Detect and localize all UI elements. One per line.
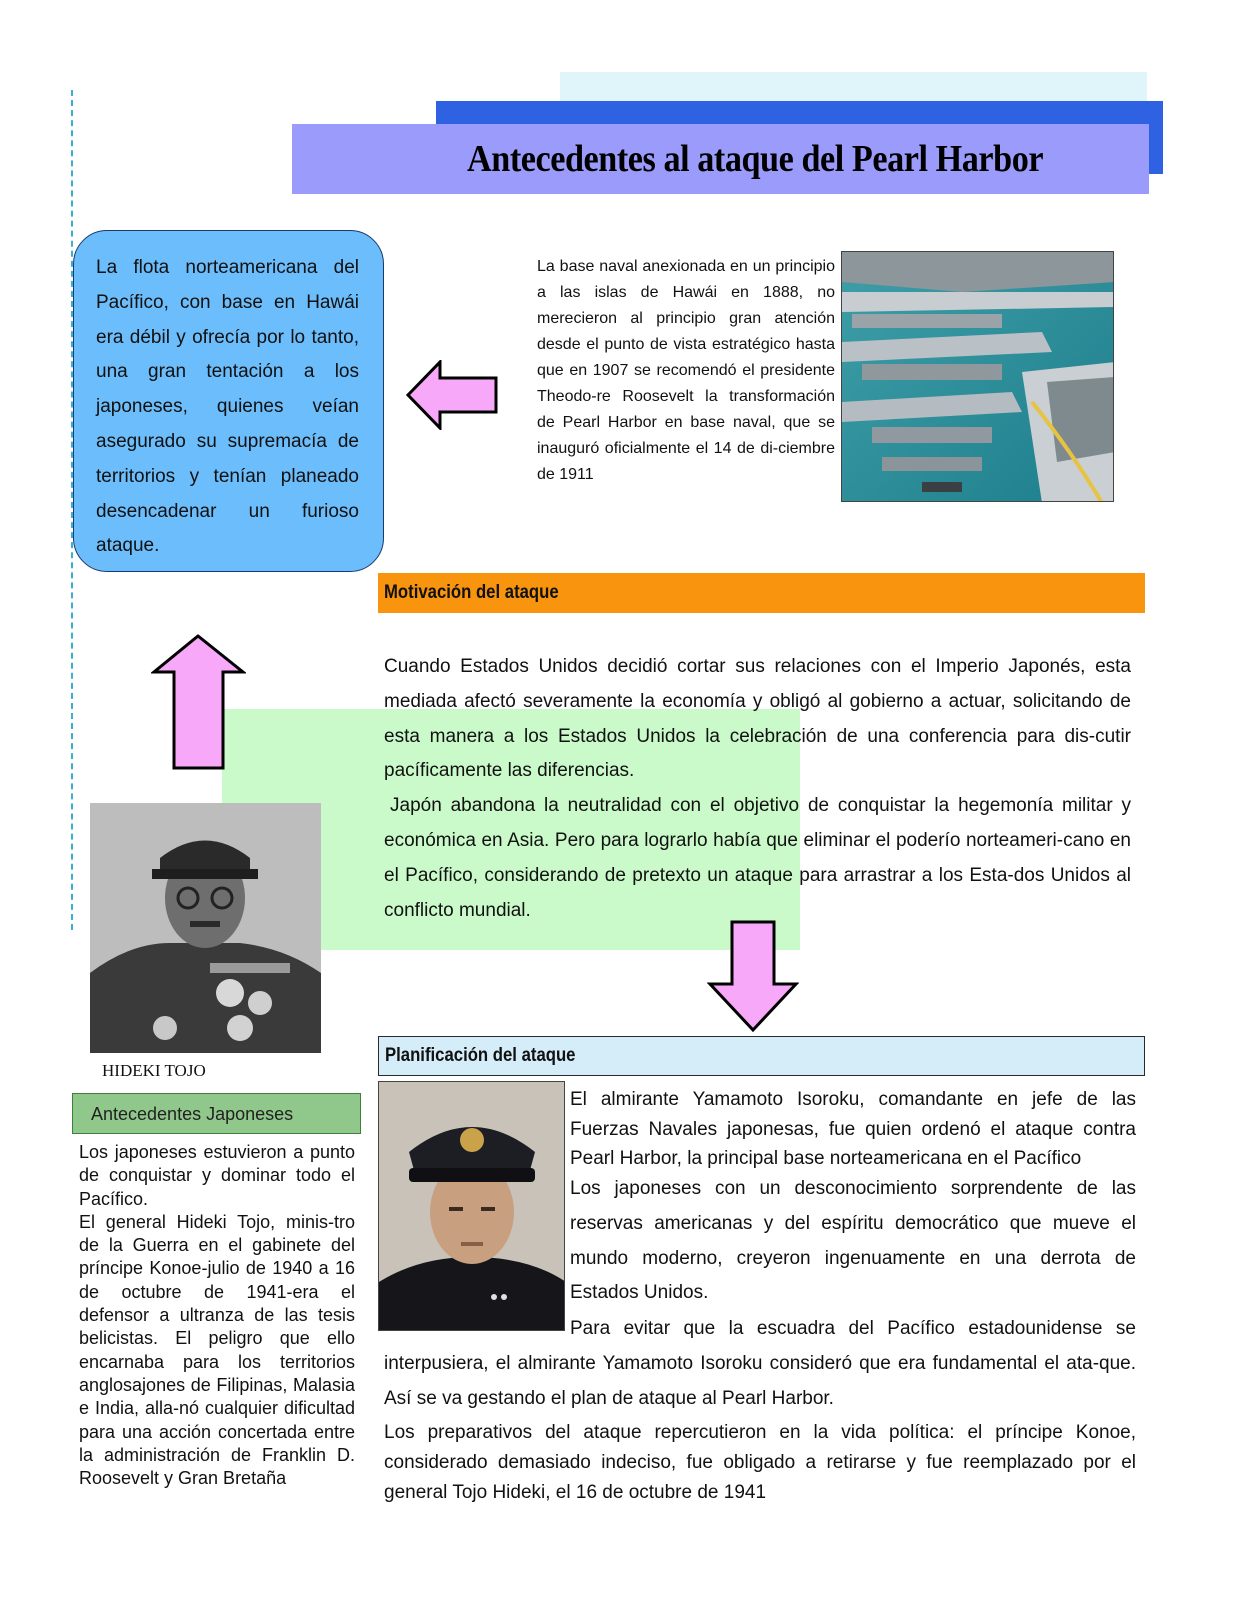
motivation-heading: Motivación del ataque (384, 582, 559, 603)
planning-heading-bar (378, 1036, 1145, 1076)
fleet-info-box (73, 230, 384, 572)
motivation-paragraph-1: Cuando Estados Unidos decidió cortar sus relaciones con el Imperio Japonés, esta mediada afectó severamente la economía y obligó al gobierno a actuar, solicitando de esta manera a los Estados Unidos la celebración de una conferencia para dis-cutir pacíficamente las diferencias. (384, 656, 1131, 782)
arrow-left-icon (406, 360, 498, 430)
planning-paragraph-3: Para evitar que la escuadra del Pacífico estadounidense se interpusiera, el almirante Yamamoto Isoroku consideró que era fundamental el ata-que. Así se va gestando el plan de ataque al Pearl Harbor. (384, 1318, 1136, 1409)
japanese-background-paragraph-2: El general Hideki Tojo, minis-tro de la Guerra en el gabinete del príncipe Konoe-julio de 1940 a 16 de octubre de 1941-era el defensor a ultranza de las tesis belicistas. El peligro que ello encarnaba para los territorios anglosajones de Filipinas, Malasia e India, alla-nó cualquier dificultad para una acción concertada entre la administración de Franklin D. Roosevelt y Gran Bretaña (79, 1211, 355, 1489)
planning-paragraph-1: El almirante Yamamoto Isoroku, comandante en jefe de las Fuerzas Navales japonesas, fue quien ordenó el ataque contra Pearl Harbor, la principal base norteamericana en el Pacífico (570, 1089, 1136, 1169)
japanese-background-paragraph-1: Los japoneses estuvieron a punto de conquistar y dominar todo el Pacífico. (79, 1142, 355, 1209)
page-title: Antecedentes al ataque del Pearl Harbor (467, 138, 1044, 180)
motivation-paragraph-2: Japón abandona la neutralidad con el objetivo de conquistar la hegemonía militar y económica en Asia. Pero para lograrlo había que eliminar el poderío norteameri-cano en el Pacífico, considerando de pretexto un ataque para arrastrar a los Esta-dos Unidos al conflicto mundial. (384, 795, 1131, 921)
motivation-heading-bar (378, 573, 1145, 613)
planning-heading: Planificación del ataque (385, 1045, 576, 1066)
japanese-background-label (72, 1093, 361, 1134)
planning-paragraph-4: Los preparativos del ataque repercutieron en la vida política: el príncipe Konoe, considerado demasiado indeciso, fue obligado a retirarse y fue reemplazado por el general Tojo Hideki, el 16 de octubre de 1941 (384, 1422, 1136, 1503)
tojo-caption: HIDEKI TOJO (102, 1061, 206, 1080)
yamamoto-portrait (378, 1081, 565, 1331)
motivation-text (384, 650, 1131, 928)
title-banner (292, 124, 1149, 194)
naval-base-text: La base naval anexionada en un principio a las islas de Hawái en 1888, no merecieron al principio gran atención desde el punto de vista estratégico hasta que en 1907 se recomendó el presidente Theodo-re Roosevelt la transformación de Pearl Harbor en base naval, que se inauguró oficialmente el 14 de di-ciembre de 1911 (537, 258, 835, 483)
japanese-background-text (79, 1141, 355, 1490)
arrow-up-icon (151, 634, 246, 770)
japanese-background-heading: Antecedentes Japoneses (91, 1104, 294, 1124)
arrow-down-icon (707, 920, 799, 1032)
fleet-info-text: La flota norteamericana del Pacífico, con base en Hawái era débil y ofrecía por lo tanto, una gran tentación a los japoneses, quienes veían asegurado su supremacía de territorios y tenían planeado desencadenar un furioso ataque. (96, 257, 359, 557)
planning-paragraph-2: Los japoneses con un desconocimiento sorprendente de las reservas americanas y del espíritu democrático que mueve el mundo moderno, creyeron ingenuamente en una derrota de Estados Unidos. (570, 1178, 1136, 1304)
tojo-portrait (90, 803, 321, 1053)
naval-base-photo (841, 251, 1114, 502)
